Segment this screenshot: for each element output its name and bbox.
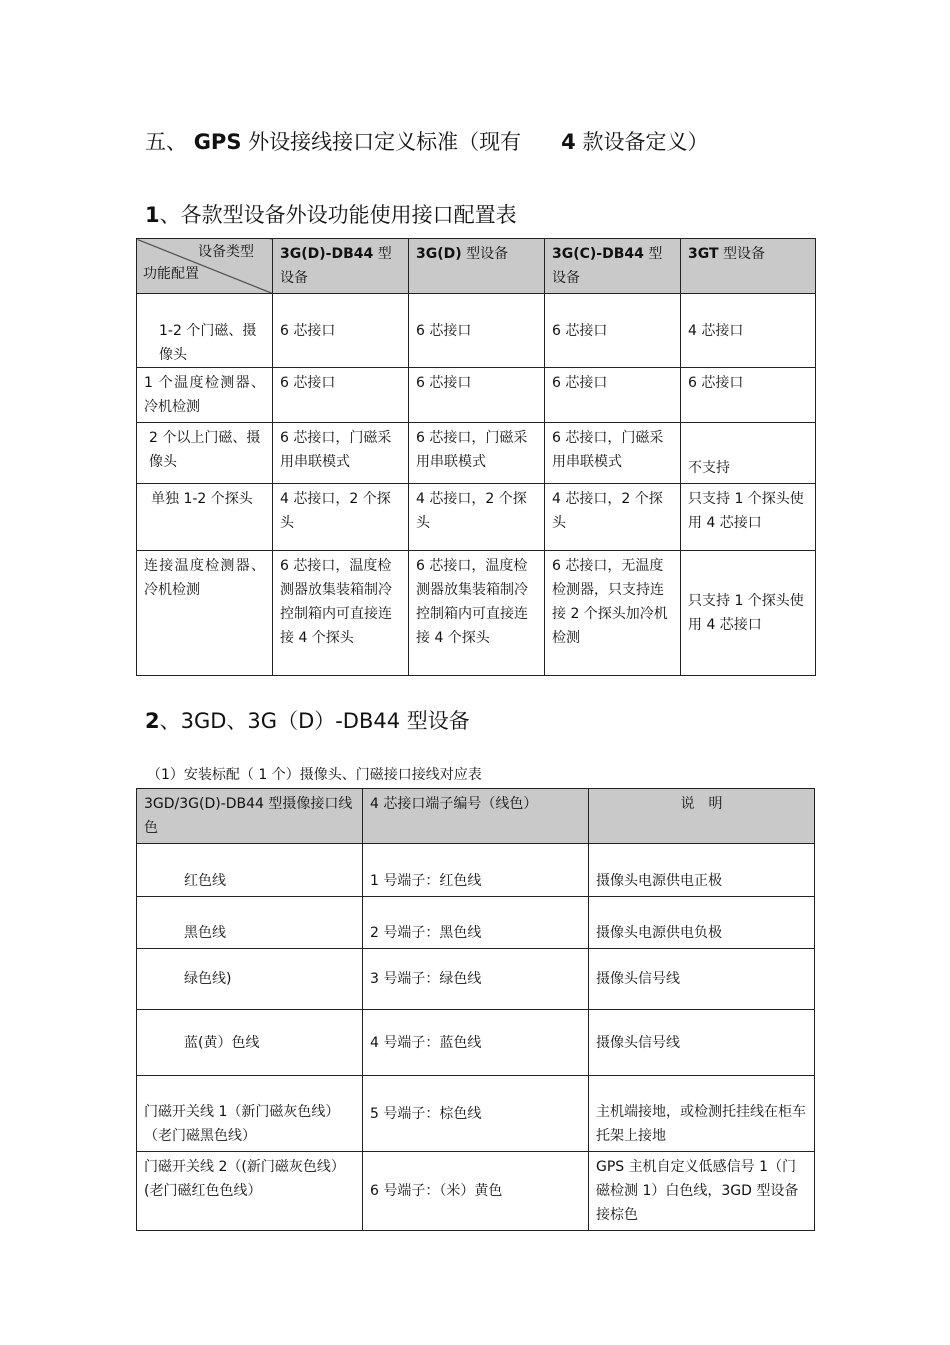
section-2-heading: 2、3GD、3G（D）-DB44 型设备 bbox=[145, 709, 470, 733]
terminal-cell: 1 号端子：红色线 bbox=[363, 844, 589, 897]
header-description: 说 明 bbox=[589, 789, 815, 844]
terminal-cell: 3 号端子：绿色线 bbox=[363, 949, 589, 1010]
table-cell: 只支持 1 个探头使用 4 芯接口 bbox=[681, 484, 816, 551]
header-wire-color: 3GD/3G(D)-DB44 型摄像接口线色 bbox=[137, 789, 363, 844]
table-row bbox=[137, 1010, 815, 1076]
row-label: 单独 1-2 个探头 bbox=[137, 484, 273, 551]
table-cell: 6 芯接口，门磁采用串联模式 bbox=[273, 423, 409, 484]
wire-color-cell: 绿色线) bbox=[137, 949, 363, 1010]
terminal-cell: 4 号端子：蓝色线 bbox=[363, 1010, 589, 1076]
table-row bbox=[137, 1076, 815, 1152]
header-terminal-number: 4 芯接口端子编号（线色） bbox=[363, 789, 589, 844]
table-cell: 6 芯接口，温度检测器放集装箱制冷控制箱内可直接连接 4 个探头 bbox=[273, 551, 409, 676]
table-cell: 4 芯接口，2 个探头 bbox=[409, 484, 545, 551]
table-cell: 6 芯接口，温度检测器放集装箱制冷控制箱内可直接连接 4 个探头 bbox=[409, 551, 545, 676]
header-device-type: 设备类型 bbox=[198, 244, 254, 260]
wire-color-cell: 黑色线 bbox=[137, 897, 363, 949]
table-cell: 4 芯接口，2 个探头 bbox=[545, 484, 681, 551]
header-col-4: 3GT 型设备 bbox=[681, 239, 816, 294]
header-col-3: 3G(C)-DB44 型设备 bbox=[545, 239, 681, 294]
table-row bbox=[137, 551, 816, 676]
table-row bbox=[137, 844, 815, 897]
description-cell: 摄像头信号线 bbox=[589, 1010, 815, 1076]
section-1-heading: 1、各款型设备外设功能使用接口配置表 bbox=[145, 203, 517, 227]
row-label: 2 个以上门磁、摄像头 bbox=[137, 423, 273, 484]
description-cell: 摄像头电源供电正极 bbox=[589, 844, 815, 897]
table-cell: 6 芯接口 bbox=[409, 294, 545, 368]
camera-door-wiring-table bbox=[136, 788, 815, 1231]
description-cell: 摄像头电源供电负极 bbox=[589, 897, 815, 949]
wire-color-cell: 红色线 bbox=[137, 844, 363, 897]
wire-color-cell: 蓝(黄）色线 bbox=[137, 1010, 363, 1076]
table-cell: 只支持 1 个探头使用 4 芯接口 bbox=[681, 551, 816, 676]
wire-color-cell: 门磁开关线 2（(新门磁灰色线）(老门磁红色色线） bbox=[137, 1152, 363, 1231]
header-function-config: 功能配置 bbox=[143, 266, 199, 282]
table-cell: 6 芯接口 bbox=[545, 294, 681, 368]
table-cell: 4 芯接口 bbox=[681, 294, 816, 368]
table-row bbox=[137, 423, 816, 484]
table-header-row bbox=[137, 789, 815, 844]
row-label: 1-2 个门磁、摄像头 bbox=[137, 294, 273, 368]
page-title: 五、 GPS 外设接线接口定义标准（现有 4 款设备定义） bbox=[145, 130, 709, 154]
header-col-2: 3G(D) 型设备 bbox=[409, 239, 545, 294]
row-label: 1 个温度检测器、冷机检测 bbox=[137, 368, 273, 423]
table-cell: 6 芯接口 bbox=[545, 368, 681, 423]
description-cell: 主机端接地，或检测托挂线在柜车托架上接地 bbox=[589, 1076, 815, 1152]
table-cell: 6 芯接口 bbox=[273, 294, 409, 368]
table-row bbox=[137, 897, 815, 949]
terminal-cell: 5 号端子：棕色线 bbox=[363, 1076, 589, 1152]
table-row bbox=[137, 368, 816, 423]
table-cell: 不支持 bbox=[681, 423, 816, 484]
terminal-cell: 6 号端子：（米）黄色 bbox=[363, 1152, 589, 1231]
row-label: 连接温度检测器、冷机检测 bbox=[137, 551, 273, 676]
description-cell: 摄像头信号线 bbox=[589, 949, 815, 1010]
terminal-cell: 2 号端子：黑色线 bbox=[363, 897, 589, 949]
diagonal-header-cell bbox=[137, 239, 273, 294]
table-cell: 6 芯接口 bbox=[409, 368, 545, 423]
table-cell: 6 芯接口，门磁采用串联模式 bbox=[545, 423, 681, 484]
table-cell: 6 芯接口 bbox=[681, 368, 816, 423]
interface-config-table bbox=[136, 238, 816, 676]
table-cell: 6 芯接口，无温度检测器，只支持连接 2 个探头加冷机检测 bbox=[545, 551, 681, 676]
description-cell: GPS 主机自定义低感信号 1（门磁检测 1）白色线，3GD 型设备接棕色 bbox=[589, 1152, 815, 1231]
table-header-row bbox=[137, 239, 816, 294]
table-caption: （1）安装标配（ 1 个）摄像头、门磁接口接线对应表 bbox=[147, 767, 482, 783]
table-cell: 6 芯接口 bbox=[273, 368, 409, 423]
wire-color-cell: 门磁开关线 1（新门磁灰色线）（老门磁黑色线） bbox=[137, 1076, 363, 1152]
header-col-1: 3G(D)-DB44 型设备 bbox=[273, 239, 409, 294]
table-row bbox=[137, 484, 816, 551]
table-row bbox=[137, 949, 815, 1010]
table-cell: 6 芯接口，门磁采用串联模式 bbox=[409, 423, 545, 484]
table-cell: 4 芯接口，2 个探头 bbox=[273, 484, 409, 551]
table-row bbox=[137, 1152, 815, 1231]
table-row bbox=[137, 294, 816, 368]
